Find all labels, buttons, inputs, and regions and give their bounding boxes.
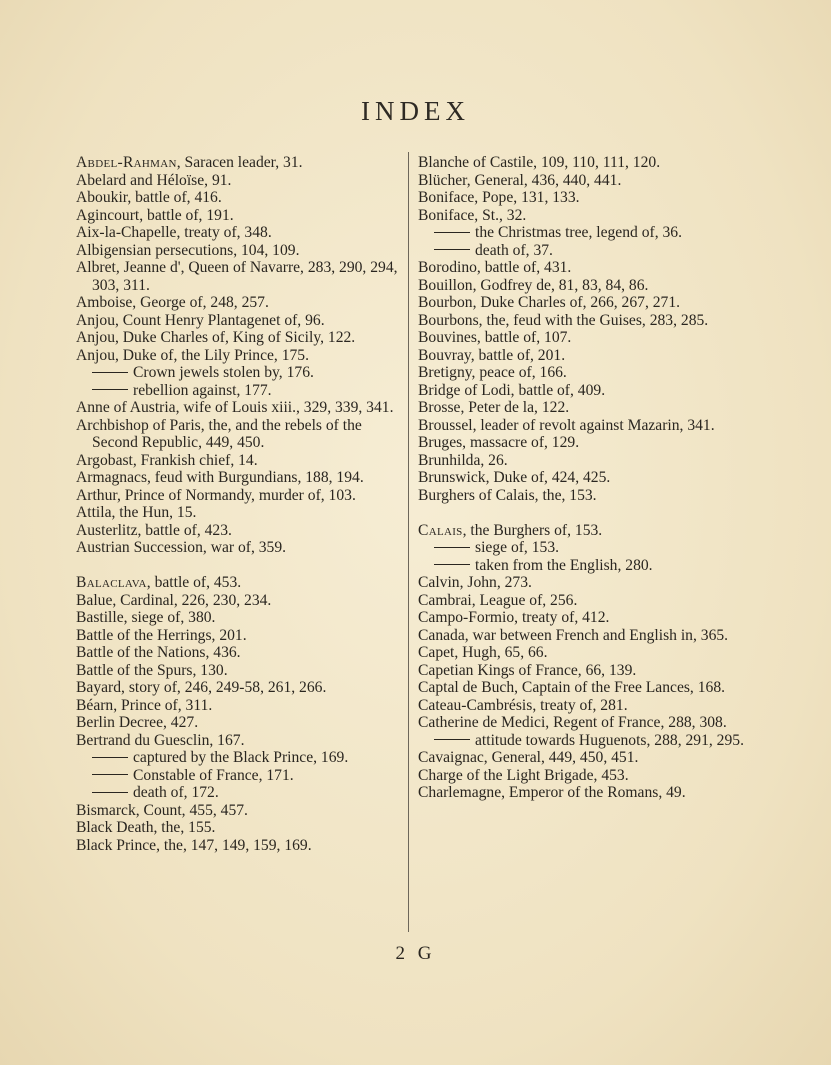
index-entry [418,592,744,610]
ditto-dash [434,232,470,233]
entry-text: Canada, war between French and English in, 365. [418,626,729,644]
index-entry [418,452,744,470]
entry-text: Austerlitz, battle of, 423. [76,521,232,539]
index-entry [76,662,400,680]
index-entry [76,487,400,505]
entry-text: Brunhilda, 26. [418,451,508,469]
index-entry [76,347,400,365]
index-entry [418,417,744,435]
entry-text: Crown jewels stolen by, 176. [133,364,314,381]
entry-text: Bouillon, Godfrey de, 81, 83, 84, 86. [418,276,649,294]
index-entry [418,189,744,207]
index-entry [418,574,744,592]
entry-text: Bourbons, the, feud with the Guises, 283, 285. [418,311,709,329]
index-subentry [418,539,744,557]
entry-text: death of, 37. [475,241,553,259]
index-entry [76,679,400,697]
index-entry [76,329,400,347]
column-divider [408,152,409,932]
entry-text: death of, 172. [133,784,219,801]
index-entry [76,154,400,172]
ditto-dash [92,774,128,775]
entry-text: Blücher, General, 436, 440, 441. [418,171,622,189]
index-entry [418,294,744,312]
index-entry [76,819,400,837]
index-subentry [418,224,744,242]
index-entry [418,662,744,680]
entry-text: rebellion against, 177. [133,381,272,399]
entry-text: Abelard and Héloïse, 91. [76,171,232,189]
index-entry [76,504,400,522]
ditto-dash [92,757,128,758]
index-entry [418,469,744,487]
entry-text: Black Death, the, 155. [76,819,216,836]
entry-text: Aboukir, battle of, 416. [76,189,222,206]
index-subentry [418,732,744,750]
entry-text: Charge of the Light Brigade, 453. [418,766,629,784]
index-entry [76,609,400,627]
index-subentry [76,767,400,785]
entry-text: Constable of France, 171. [133,766,294,784]
index-entry [418,644,744,662]
entry-text: Charlemagne, Emperor of the Romans, 49. [418,784,686,801]
index-entry [76,312,400,330]
index-entry [418,627,744,645]
entry-text: Anjou, Duke Charles of, King of Sicily, 122. [76,329,356,346]
index-entry [76,259,400,294]
index-entry [76,242,400,260]
section-head-word: Abdel-Rahman [76,154,177,171]
entry-text: Boniface, Pope, 131, 133. [418,189,580,206]
entry-text: Catherine de Medici, Regent of France, 288, 308. [418,714,727,731]
index-entry [418,714,744,732]
entry-text: Cavaignac, General, 449, 450, 451. [418,749,639,766]
entry-text: Captal de Buch, Captain of the Free Lances, 168. [418,679,726,696]
index-entry [76,539,400,557]
index-entry [76,574,400,592]
index-entry [76,837,400,855]
entry-text: Balue, Cardinal, 226, 230, 234. [76,591,272,609]
entry-text: Cateau-Cambrésis, treaty of, 281. [418,696,628,714]
index-entry [418,154,744,172]
index-entry [76,172,400,190]
index-entry [418,749,744,767]
entry-text: , the Burghers of, 153. [462,521,603,539]
entry-text: Capetian Kings of France, 66, 139. [418,661,637,679]
index-subentry [76,749,400,767]
entry-text: Bastille, siege of, 380. [76,609,216,626]
entry-text: Armagnacs, feud with Burgundians, 188, 194. [76,469,364,486]
index-entry [76,417,400,452]
entry-text: Broussel, leader of revolt against Mazarin, 341. [418,416,715,434]
index-subentry [76,784,400,802]
entry-text: Battle of the Spurs, 130. [76,661,228,679]
index-subentry [76,382,400,400]
ditto-dash [92,792,128,793]
ditto-dash [434,739,470,740]
index-entry [418,172,744,190]
index-entry [418,487,744,505]
index-entry [418,207,744,225]
entry-text: Bretigny, peace of, 166. [418,364,567,381]
entry-text: Agincourt, battle of, 191. [76,206,234,224]
index-entry [76,697,400,715]
entry-text: Black Prince, the, 147, 149, 159, 169. [76,836,312,854]
entry-text: Béarn, Prince of, 311. [76,696,213,714]
entry-text: Archbishop of Paris, the, and the rebels of the Second Republic, 449, 450. [76,416,362,451]
entry-text: Bridge of Lodi, battle of, 409. [418,381,606,399]
entry-text: Anne of Austria, wife of Louis xiii., 329, 339, 341. [76,399,394,416]
entry-text: Bertrand du Guesclin, 167. [76,731,245,749]
entry-text: , battle of, 453. [146,574,242,591]
entry-text: captured by the Black Prince, 169. [133,749,349,766]
index-entry [76,224,400,242]
entry-text: taken from the English, 280. [475,556,653,574]
entry-text: Anjou, Count Henry Plantagenet of, 96. [76,311,325,329]
index-entry [418,382,744,400]
entry-text: Battle of the Herrings, 201. [76,626,247,644]
ditto-dash [92,372,128,373]
index-subentry [418,242,744,260]
signature-mark: 2 G [395,943,436,964]
index-entry [418,767,744,785]
entry-text: Austrian Succession, war of, 359. [76,539,287,556]
entry-text: siege of, 153. [475,539,560,556]
entry-text: Aix-la-Chapelle, treaty of, 348. [76,224,272,241]
entry-text: Battle of the Nations, 436. [76,644,241,661]
entry-text: Anjou, Duke of, the Lily Prince, 175. [76,346,310,364]
entry-text: Argobast, Frankish chief, 14. [76,451,258,469]
section-gap [76,557,400,575]
entry-text: Calvin, John, 273. [418,574,532,591]
index-column-left [76,154,400,854]
entry-text: Albret, Jeanne d', Queen of Navarre, 283, 290, 294, 303, 311. [76,259,398,294]
page-title: INDEX [361,96,470,126]
entry-text: Brosse, Peter de la, 122. [418,399,570,416]
index-subentry [76,364,400,382]
index-entry [76,522,400,540]
entry-text: Campo-Formio, treaty of, 412. [418,609,610,626]
index-column-right [418,154,744,802]
entry-text: Blanche of Castile, 109, 110, 111, 120. [418,154,661,171]
entry-text: Cambrai, League of, 256. [418,591,578,609]
entry-text: Attila, the Hun, 15. [76,504,197,521]
index-entry [76,452,400,470]
section-head-word: Balaclava [76,574,147,591]
index-entry [76,189,400,207]
index-entry [418,347,744,365]
index-entry [418,679,744,697]
entry-text: Bouvines, battle of, 107. [418,329,572,346]
index-entry [76,627,400,645]
section-head-word: Calais [418,521,463,539]
index-entry [76,592,400,610]
entry-text: Burghers of Calais, the, 153. [418,486,597,504]
ditto-dash [434,249,470,250]
index-entry [76,399,400,417]
entry-text: attitude towards Huguenots, 288, 291, 295. [475,731,744,749]
index-entry [76,714,400,732]
index-entry [418,364,744,382]
entry-text: Boniface, St., 32. [418,206,527,224]
index-entry [76,469,400,487]
entry-text: Bouvray, battle of, 201. [418,346,566,364]
index-entry [418,434,744,452]
index-entry [418,784,744,802]
index-entry [76,802,400,820]
entry-text: Brunswick, Duke of, 424, 425. [418,469,611,486]
index-entry [76,644,400,662]
index-entry [418,329,744,347]
entry-text: , Saracen leader, 31. [176,154,303,171]
index-entry [418,609,744,627]
index-entry [76,294,400,312]
entry-text: Bayard, story of, 246, 249-58, 261, 266. [76,679,327,696]
index-entry [418,277,744,295]
index-entry [418,312,744,330]
ditto-dash [434,547,470,548]
section-gap [418,504,744,522]
ditto-dash [92,389,128,390]
entry-text: Bismarck, Count, 455, 457. [76,801,248,819]
index-entry [76,207,400,225]
entry-text: Arthur, Prince of Normandy, murder of, 103. [76,486,356,504]
entry-text: Berlin Decree, 427. [76,714,199,731]
ditto-dash [434,564,470,565]
entry-text: Borodino, battle of, 431. [418,259,572,276]
index-entry [418,399,744,417]
entry-text: Albigensian persecutions, 104, 109. [76,241,300,259]
index-entry [418,522,744,540]
index-entry [76,732,400,750]
entry-text: Amboise, George of, 248, 257. [76,294,269,311]
index-subentry [418,557,744,575]
index-entry [418,259,744,277]
entry-text: Capet, Hugh, 65, 66. [418,644,548,661]
entry-text: Bourbon, Duke Charles of, 266, 267, 271. [418,294,681,311]
entry-text: the Christmas tree, legend of, 36. [475,224,682,241]
entry-text: Bruges, massacre of, 129. [418,434,580,451]
index-entry [418,697,744,715]
